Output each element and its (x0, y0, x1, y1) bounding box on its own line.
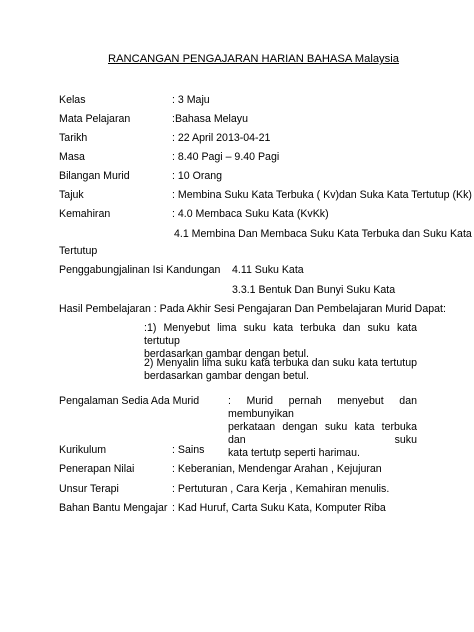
penerapan-nilai-label: Penerapan Nilai (59, 463, 135, 475)
hasil-item-1-line1: :1) Menyebut lima suku kata terbuka dan suku kata tertutup (144, 322, 417, 347)
pengalaman-line2: perkataan dengan suku kata terbuka dan suku (228, 421, 417, 446)
penggabungjalinan-item2: 3.3.1 Bentuk Dan Bunyi Suku Kata (232, 284, 396, 296)
mata-pelajaran-value: :Bahasa Melayu (172, 113, 248, 125)
bilangan-murid-value: : 10 Orang (172, 170, 223, 182)
kemahiran-sub-line2: Tertutup (59, 245, 98, 257)
kelas-value: : 3 Maju (172, 94, 210, 106)
kelas-label: Kelas (59, 94, 86, 106)
hasil-item-2 (144, 357, 417, 383)
bahan-bantu-label: Bahan Bantu Mengajar (59, 502, 168, 514)
masa-label: Masa (59, 151, 85, 163)
masa-value: : 8.40 Pagi – 9.40 Pagi (172, 151, 280, 163)
tajuk-label: Tajuk (59, 189, 84, 201)
pengalaman-line3: kata tertutp seperti harimau. (228, 447, 360, 459)
pengalaman-line1: : Murid pernah menyebut dan membunyikan (228, 395, 417, 420)
kurikulum-value: : Sains (172, 444, 205, 456)
kurikulum-label: Kurikulum (59, 444, 107, 456)
kemahiran-label: Kemahiran (59, 208, 111, 220)
unsur-terapi-value: : Pertuturan , Cara Kerja , Kemahiran menulis. (172, 483, 390, 495)
hasil-item-2-line1: 2) Menyalin lima suku kata terbuka dan suku kata tertutup (144, 357, 417, 369)
tarikh-value: : 22 April 2013-04-21 (172, 132, 271, 144)
kemahiran-value: : 4.0 Membaca Suku Kata (KvKk) (172, 208, 329, 220)
pengalaman-text (228, 395, 417, 460)
mata-pelajaran-label: Mata Pelajaran (59, 113, 131, 125)
penerapan-nilai-value: : Keberanian, Mendengar Arahan , Kejujuran (172, 463, 382, 475)
hasil-item-2-line2: berdasarkan gambar dengan betul. (144, 370, 309, 382)
tarikh-label: Tarikh (59, 132, 88, 144)
tajuk-value: : Membina Suku Kata Terbuka ( Kv)dan Suka Kata Tertutup (Kk) (172, 189, 472, 201)
bilangan-murid-label: Bilangan Murid (59, 170, 130, 182)
unsur-terapi-label: Unsur Terapi (59, 483, 119, 495)
hasil-item-1 (144, 322, 417, 361)
penggabungjalinan-item1: 4.11 Suku Kata (232, 264, 304, 276)
bahan-bantu-value: : Kad Huruf, Carta Suku Kata, Komputer Riba (172, 502, 386, 514)
pengalaman-label: Pengalaman Sedia Ada Murid (59, 395, 200, 407)
hasil-heading: Hasil Pembelajaran : Pada Akhir Sesi Pengajaran Dan Pembelajaran Murid Dapat: (59, 303, 446, 315)
hasil-item-1-line2: berdasarkan gambar dengan betul. (144, 348, 309, 360)
penggabungjalinan-label: Penggabungjalinan Isi Kandungan (59, 264, 221, 276)
document-title: RANCANGAN PENGAJARAN HARIAN BAHASA Malaysia (108, 53, 399, 65)
kemahiran-sub-line1: 4.1 Membina Dan Membaca Suku Kata Terbuka dan Suku Kata (174, 228, 472, 240)
